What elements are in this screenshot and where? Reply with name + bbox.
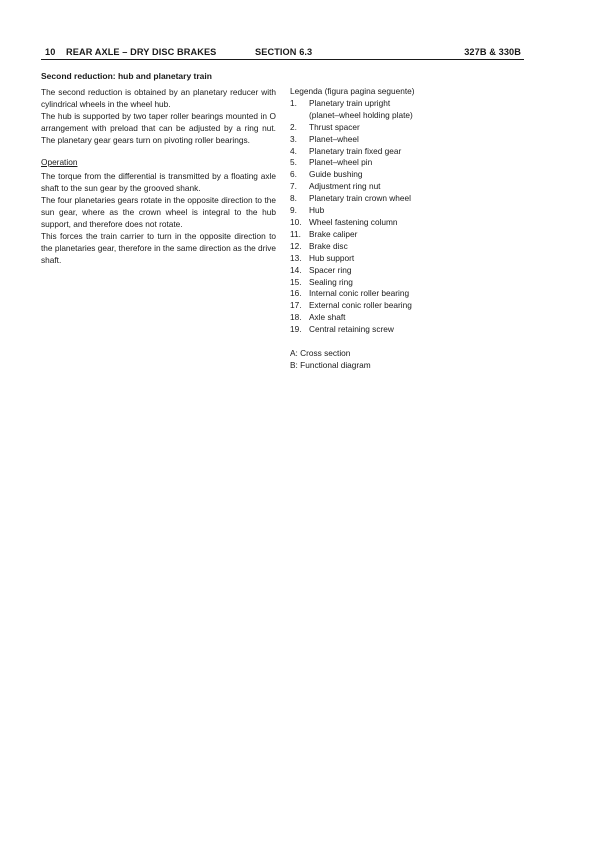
- legend-item: 19. Central retaining screw: [290, 324, 394, 335]
- legend-item: 17. External conic roller bearing: [290, 300, 412, 311]
- legend-item: 5. Planet–wheel pin: [290, 157, 373, 168]
- legend-item: 4. Planetary train fixed gear: [290, 145, 402, 156]
- legend-item: 8. Planetary train crown wheel: [290, 193, 411, 204]
- chapter-title: REAR AXLE – DRY DISC BRAKES: [66, 47, 217, 57]
- legend-item: 9. Hub: [290, 205, 325, 216]
- legend-item: 3. Planet–wheel: [290, 133, 359, 144]
- operation-subheading: Operation: [41, 156, 78, 167]
- paragraph: The hub is supported by two taper roller bearings mounted in O arrangement with preload that can be adjusted by a ring nut. The planetary gear gears turn on pivoting roller bearings.: [41, 110, 276, 145]
- legend-list: [290, 98, 530, 336]
- section-label: SECTION 6.3: [255, 47, 313, 57]
- paragraph: The second reduction is obtained by an planetary reducer with cylindrical wheels in the wheel hub.: [41, 87, 276, 109]
- text-column: [41, 71, 276, 267]
- legend-item: 15. Sealing ring: [290, 276, 353, 287]
- legend-item: 11. Brake caliper: [290, 228, 358, 239]
- model-label: 327B & 330B: [464, 47, 521, 57]
- legend-item: 13. Hub support: [290, 252, 355, 263]
- legend-item: 10. Wheel fastening column: [290, 216, 398, 227]
- legend-item: 6. Guide bushing: [290, 169, 363, 180]
- legend-item: 18. Axle shaft: [290, 312, 346, 323]
- legend-item-continuation: (planet–wheel holding plate): [309, 109, 413, 120]
- page-header: [41, 46, 524, 60]
- legend-title: Legenda (figura pagina seguente): [290, 86, 415, 96]
- paragraph: This forces the train carrier to turn in the opposite direction to the planetaries gear, therefore in the same direction as the drive shaft.: [41, 230, 276, 265]
- legend-item: 12. Brake disc: [290, 240, 348, 251]
- legend-item: 1. Planetary train upright: [290, 97, 391, 108]
- legend-item: 14. Spacer ring: [290, 264, 352, 275]
- paragraph: The torque from the differential is transmitted by a floating axle shaft to the sun gear by the grooved shank.: [41, 171, 276, 194]
- paragraph: The four planetaries gears rotate in the opposite direction to the sun gear, where as the crown wheel is integral to the hub support, and therefore does not rotate.: [41, 195, 276, 230]
- note-functional-diagram: B: Functional diagram: [290, 359, 371, 370]
- page-number: 10: [45, 47, 56, 57]
- section-heading: Second reduction: hub and planetary train: [41, 71, 212, 81]
- legend-column: [290, 86, 530, 372]
- note-cross-section: A: Cross section: [290, 348, 351, 359]
- header-divider: [41, 59, 524, 60]
- legend-notes: [290, 348, 530, 372]
- legend-item: 2. Thrust spacer: [290, 121, 360, 132]
- legend-item: 16. Internal conic roller bearing: [290, 288, 410, 299]
- legend-item: 7. Adjustment ring nut: [290, 181, 381, 192]
